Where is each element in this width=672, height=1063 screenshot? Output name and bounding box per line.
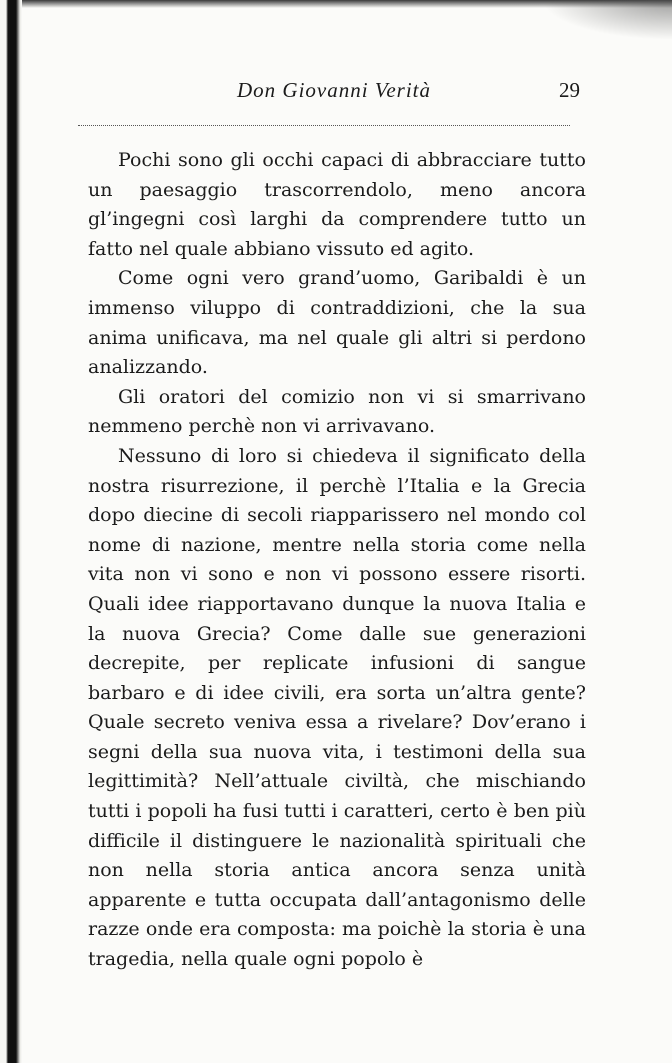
paragraph: Come ogni vero grand’uomo, Garibaldi è un immenso viluppo di contraddizioni, che la sua anima unificava, ma nel quale gli altri si perdono analizzando. — [88, 267, 586, 379]
book-binding-edge — [0, 0, 22, 1063]
paragraph: Pochi sono gli occhi capaci di abbracciare tutto un paesaggio trascorrendolo, meno ancora gl’ingegni così larghi da comprendere tutto un fatto nel quale abbiano vissuto ed agito. — [88, 149, 586, 260]
header-rule — [78, 125, 570, 126]
page-header — [80, 70, 588, 110]
body-text — [88, 146, 586, 975]
paragraph: Gli oratori del comizio non vi si smarrivano nemmeno perchè non vi arrivavano. — [88, 385, 586, 438]
running-title: Don Giovanni Verità — [237, 78, 431, 102]
paragraph: Nessuno di loro si chiedeva il significato della nostra risurrezione, il perchè l’Italia e la Grecia dopo diecine di secoli riapparissero nel mondo col nome di nazione, mentre nella storia come nella vita non vi sono e non vi possono essere risorti. Quali idee riapportavano dunque la nuova Italia e la nuova Grecia? Come dalle sue generazioni decrepite, per replicate infusioni di sangue barbaro e di idee civili, era sorta un’altra gente? Quale secreto veniva essa a rivelare? Dov’erano i segni della sua nuova vita, i testimoni della sua legittimità? Nell’attuale civiltà, che mischiando tutti i popoli ha fusi tutti i caratteri, certo è ben più difficile il distinguere le nazionalità spirituali che non nella storia antica ancora senza unità apparente e tutta occupata dall’antagonismo delle razze onde era composta: ma poichè la storia è una tragedia, nella quale ogni popolo è — [88, 444, 586, 971]
scan-shadow-corner — [542, 0, 672, 40]
page-number: 29 — [559, 78, 580, 102]
